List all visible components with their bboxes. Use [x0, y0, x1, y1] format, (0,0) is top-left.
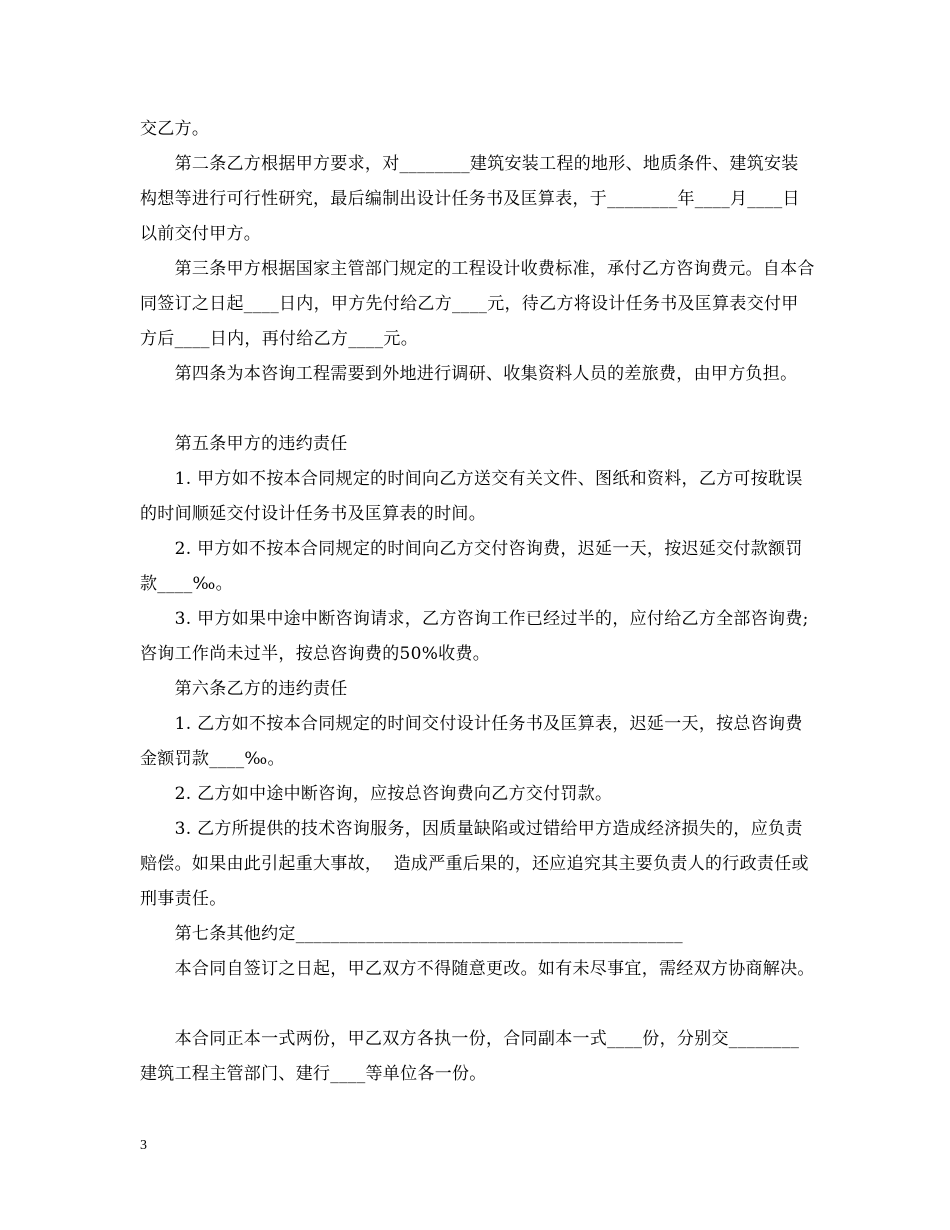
paragraph-6-2: 2. 乙方如中途中断咨询，应按总咨询费向乙方交付罚款。	[140, 784, 613, 804]
paragraph-5-3: 3. 甲方如果中途中断咨询请求，乙方咨询工作已经过半的，应付给乙方全部咨询费;咨询工作尚未过半，按总咨询费的50%收费。	[140, 609, 809, 664]
heading-article-6: 第六条乙方的违约责任	[140, 679, 348, 699]
paragraph-article-3: 第三条甲方根据国家主管部门规定的工程设计收费标准，承付乙方咨询费元。自本合同签订之日起____日内，甲方先付给乙方____元，待乙方将设计任务书及匡算表交付甲方后____日内，再付给乙方____元。	[140, 259, 815, 349]
paragraph-5-2: 2. 甲方如不按本合同规定的时间向乙方交付咨询费，迟延一天，按迟延交付款额罚款____‰。	[140, 539, 803, 594]
paragraph-6-1: 1. 乙方如不按本合同规定的时间交付设计任务书及匡算表，迟延一天，按总咨询费金额罚款____‰。	[140, 714, 803, 769]
paragraph-continuation: 交乙方。	[140, 119, 210, 139]
paragraph-article-4: 第四条为本咨询工程需要到外地进行调研、收集资料人员的差旅费，由甲方负担。	[140, 364, 798, 384]
paragraph-5-1: 1. 甲方如不按本合同规定的时间向乙方送交有关文件、图纸和资料，乙方可按耽误的时间顺延交付设计任务书及匡算表的时间。	[140, 469, 803, 524]
paragraph-copies: 本合同正本一式两份，甲乙双方各执一份，合同副本一式____份，分别交________建筑工程主管部门、建行____等单位各一份。	[140, 1029, 800, 1084]
paragraph-6-3: 3. 乙方所提供的技术咨询服务，因质量缺陷或过错给甲方造成经济损失的，应负责赔偿。如果由此引起重大事故， 造成严重后果的，还应追究其主要负责人的行政责任或刑事责任。	[140, 819, 809, 909]
page-number: 3	[140, 1138, 147, 1153]
paragraph-amendment: 本合同自签订之日起，甲乙双方不得随意更改。如有未尽事宜，需经双方协商解决。	[140, 959, 815, 979]
paragraph-article-2: 第二条乙方根据甲方要求，对________建筑安装工程的地形、地质条件、建筑安装构想等进行可行性研究，最后编制出设计任务书及匡算表，于________年____月____日以前交付甲方。	[140, 154, 800, 244]
heading-article-7: 第七条其他约定____________________________________________	[140, 924, 683, 944]
heading-article-5: 第五条甲方的违约责任	[140, 434, 348, 454]
